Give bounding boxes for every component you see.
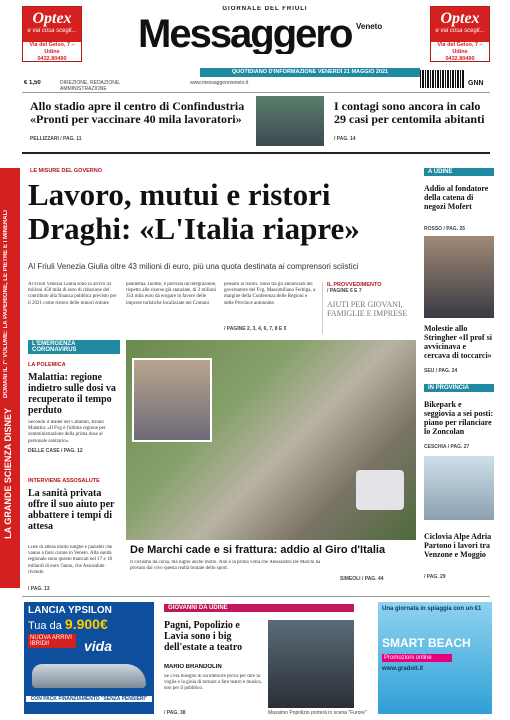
section-rule bbox=[22, 152, 490, 154]
disney-strip[interactable] bbox=[0, 168, 20, 588]
left-source-2: / PAG. 13 bbox=[28, 586, 50, 592]
lancia-footer: CON PACK FINANZIAMENTO "SENZA PENSIERI" bbox=[26, 696, 152, 702]
beach-title: SMART BEACH bbox=[382, 636, 471, 650]
popolizio-caption: Massimo Popolizio porterà in scena "Furore" bbox=[268, 710, 367, 716]
lead-box-kicker: IL PROVVEDIMENTO bbox=[327, 282, 382, 288]
lead-pages: / PAGINE 2, 3, 4, 6, 7, 8 E 9 bbox=[224, 326, 287, 332]
giro-source: SIMEOLI / PAG. 44 bbox=[340, 576, 384, 582]
bottom-author: MARIO BRANDOLIN bbox=[164, 664, 222, 670]
beach-promo: Promozioni online bbox=[382, 654, 452, 662]
top-story-right-page: / PAG. 14 bbox=[334, 136, 356, 142]
right-source-2: SEU / PAG. 24 bbox=[424, 368, 458, 374]
right-headline-4[interactable]: Ciclovia Alpe Adria Partono i lavori tra Venzone e Moggio bbox=[424, 532, 492, 559]
lancia-brand: LANCIA YPSILON bbox=[28, 605, 112, 616]
left-kicker-2: INTERVIENE ASSOSALUTE bbox=[28, 478, 100, 484]
lead-headline[interactable]: Lavoro, mutui e ristori Draghi: «L'Italia riapre» bbox=[28, 178, 360, 246]
bottom-headline[interactable]: Pagni, Popolizio e Lavia sono i big dell'estate a teatro bbox=[164, 620, 243, 653]
left-headline-2[interactable]: La sanità privata offre il suo aiuto per abbattere i tempi di attesa bbox=[28, 488, 115, 532]
giro-body: Il ciclismo da corsa, ma luglio anche molto. Non è la prima volta che Alessandro De Marchi ha provato dal vivo questa realtà brutale dello sport. bbox=[130, 560, 321, 572]
lead-summary: Al Friuli Venezia Giulia oltre 43 milioni di euro, più una quota destinata ai comprensori sciistici bbox=[28, 262, 359, 271]
giro-headline[interactable]: De Marchi cade e si frattura: addio al Giro d'Italia bbox=[130, 544, 386, 556]
top-story-photo bbox=[256, 96, 324, 146]
right-source-4: / PAG. 29 bbox=[424, 574, 446, 580]
lead-body-col3: pensato ai ristori. Sono tra gli annunciati del governatore del Fvg, Massimiliano Fedriga, a margine della Conferenza delle Regioni e delle Province autonome. bbox=[224, 282, 316, 306]
left-source-1: DELLE CASE / PAG. 12 bbox=[28, 448, 83, 454]
right-portrait bbox=[424, 236, 494, 318]
info-bar: QUOTIDIANO D'INFORMAZIONE VENERDÌ 21 MAGGIO 2021 bbox=[200, 68, 420, 77]
lead-box-pages: / PAGINE 6 E 7 bbox=[327, 288, 362, 294]
optex-ad-left[interactable] bbox=[22, 6, 82, 62]
lead-body-col2: pandemia. Inoltre, è prevista un'integrazione, rispetto alle risorse già stanziate, di 2 milioni 354 mila euro da erogare in favore delle imprese turistiche localizzate nei Comuni bbox=[126, 282, 217, 306]
optex-phone: 0432.80490 bbox=[37, 56, 67, 62]
right-headline-2[interactable]: Molestie allo Stringher «Il prof si avvicinava e cercava di toccarci» bbox=[424, 324, 492, 360]
beach-site: www.gradoit.it bbox=[382, 666, 424, 672]
header-rule bbox=[22, 92, 490, 93]
gnn-logo: GNN bbox=[468, 80, 484, 87]
beach-tagline: Una giornata in spiaggia con un €1 bbox=[382, 606, 482, 612]
price: € 1,50 bbox=[24, 80, 41, 86]
lancia-price-prefix: Tua da bbox=[28, 620, 62, 632]
giro-ambulance bbox=[356, 470, 404, 510]
optex-logo: Optex bbox=[32, 10, 72, 27]
lancia-hybrid: NUOVA ARRIVI IBRIDI! bbox=[28, 634, 76, 648]
disney-strip-title: LA GRANDE SCIENZA DISNEY bbox=[3, 408, 13, 539]
right-photo-ski bbox=[424, 456, 494, 520]
barcode bbox=[420, 70, 464, 88]
masthead-subtitle: GIORNALE DEL FRIULI bbox=[222, 6, 308, 12]
website[interactable]: www.messaggeroveneto.it bbox=[190, 80, 249, 86]
optex-tag: e vai cosa scegli... bbox=[435, 28, 485, 34]
optex-ad-right[interactable] bbox=[430, 6, 490, 62]
top-story-left-byline: PELLIZZARI / PAG. 11 bbox=[30, 136, 82, 142]
left-headline-1[interactable]: Malattia: regione indietro sulle dosi va recuperato il tempo perduto bbox=[28, 372, 116, 416]
optex-address: Via del Gelso, 7 – Udine bbox=[29, 42, 75, 55]
lead-box[interactable] bbox=[322, 282, 414, 334]
optex-address: Via del Gelso, 7 – Udine bbox=[437, 42, 483, 55]
bottom-page: / PAG. 38 bbox=[164, 710, 186, 716]
giro-photo bbox=[126, 340, 416, 540]
popolizio-photo bbox=[268, 620, 354, 708]
smart-beach-ad[interactable] bbox=[378, 602, 492, 714]
bottom-body: Se c'era bisogno di un'ulteriore prova per dire la voglia e la gioia di tornare a fare teatro e musica, non per il pubblico. bbox=[164, 674, 262, 692]
right-headline-1[interactable]: Addio al fondatore della catena di negozi Mofert bbox=[424, 184, 489, 211]
lead-body-col1: Al Friuli Venezia Giulia sono in arrivo 43 milioni 450 mila di euro di riduzione del contributo alla finanza pubblica previsto per il 2021 come ristoro delle minori entrate bbox=[28, 282, 117, 306]
address-line: DIREZIONE, REDAZIONE, AMMINISTRAZIONE bbox=[60, 80, 121, 93]
lead-kicker: LE MISURE DEL GOVERNO bbox=[30, 168, 103, 174]
bottom-rule bbox=[22, 596, 490, 597]
right-section-udine: A UDINE bbox=[424, 168, 494, 176]
masthead-title[interactable]: Messaggero bbox=[138, 14, 352, 54]
masthead-region: Veneto bbox=[356, 22, 383, 31]
optex-phone: 0432.80490 bbox=[445, 56, 475, 62]
optex-logo: Optex bbox=[440, 10, 480, 27]
right-source-3: CESCHIA / PAG. 27 bbox=[424, 444, 470, 450]
lancia-price: 9.900€ bbox=[64, 616, 108, 632]
lancia-ad[interactable] bbox=[24, 602, 154, 714]
left-body-1: Secondo il leader dei Cittadini, Bruno Malattia: «Il Fvg è l'ultima regione per somministrazione della prima dose al personale sanitario». bbox=[28, 420, 106, 444]
giro-inset-portrait bbox=[132, 358, 212, 442]
left-kicker-1: LA POLEMICA bbox=[28, 362, 66, 368]
right-headline-3[interactable]: Bikepark e seggiovia a sei posti: piano per rilanciare lo Zoncolan bbox=[424, 400, 494, 436]
right-source-1: ROSSO / PAG. 25 bbox=[424, 226, 466, 232]
lancia-vida: vida bbox=[84, 638, 113, 654]
top-story-right-headline[interactable]: I contagi sono ancora in calo 29 casi per centomila abitanti bbox=[334, 100, 485, 126]
bottom-kicker: GIOVANNI DA UDINE bbox=[164, 604, 354, 612]
emergency-header: L'EMERGENZA CORONAVIRUS bbox=[28, 340, 120, 354]
disney-strip-subtitle: DOMANI IL 7° VOLUME: LA PAPERIONE, LE PIETRE E I MINERALI bbox=[3, 210, 9, 398]
lead-box-headline: AIUTI PER GIOVANI, FAMIGLIE E IMPRESE bbox=[327, 300, 408, 318]
lancia-car bbox=[32, 664, 146, 688]
optex-tag: e vai cosa scegli... bbox=[27, 28, 77, 34]
top-story-left-headline[interactable]: Allo stadio apre il centro di Confindustria «Pronti per vaccinare 40 mila lavoratori» bbox=[30, 100, 245, 126]
right-section-provincia: IN PROVINCIA bbox=[424, 384, 494, 392]
left-body-2: Liste di attesa molto lunghe e pazienti che vanno a farsi curare in Veneto. Alla sanità regionale sono questo mancati nel 17 e 18 miliardi di euro l'anno, che Assosalute rivende. bbox=[28, 545, 113, 575]
